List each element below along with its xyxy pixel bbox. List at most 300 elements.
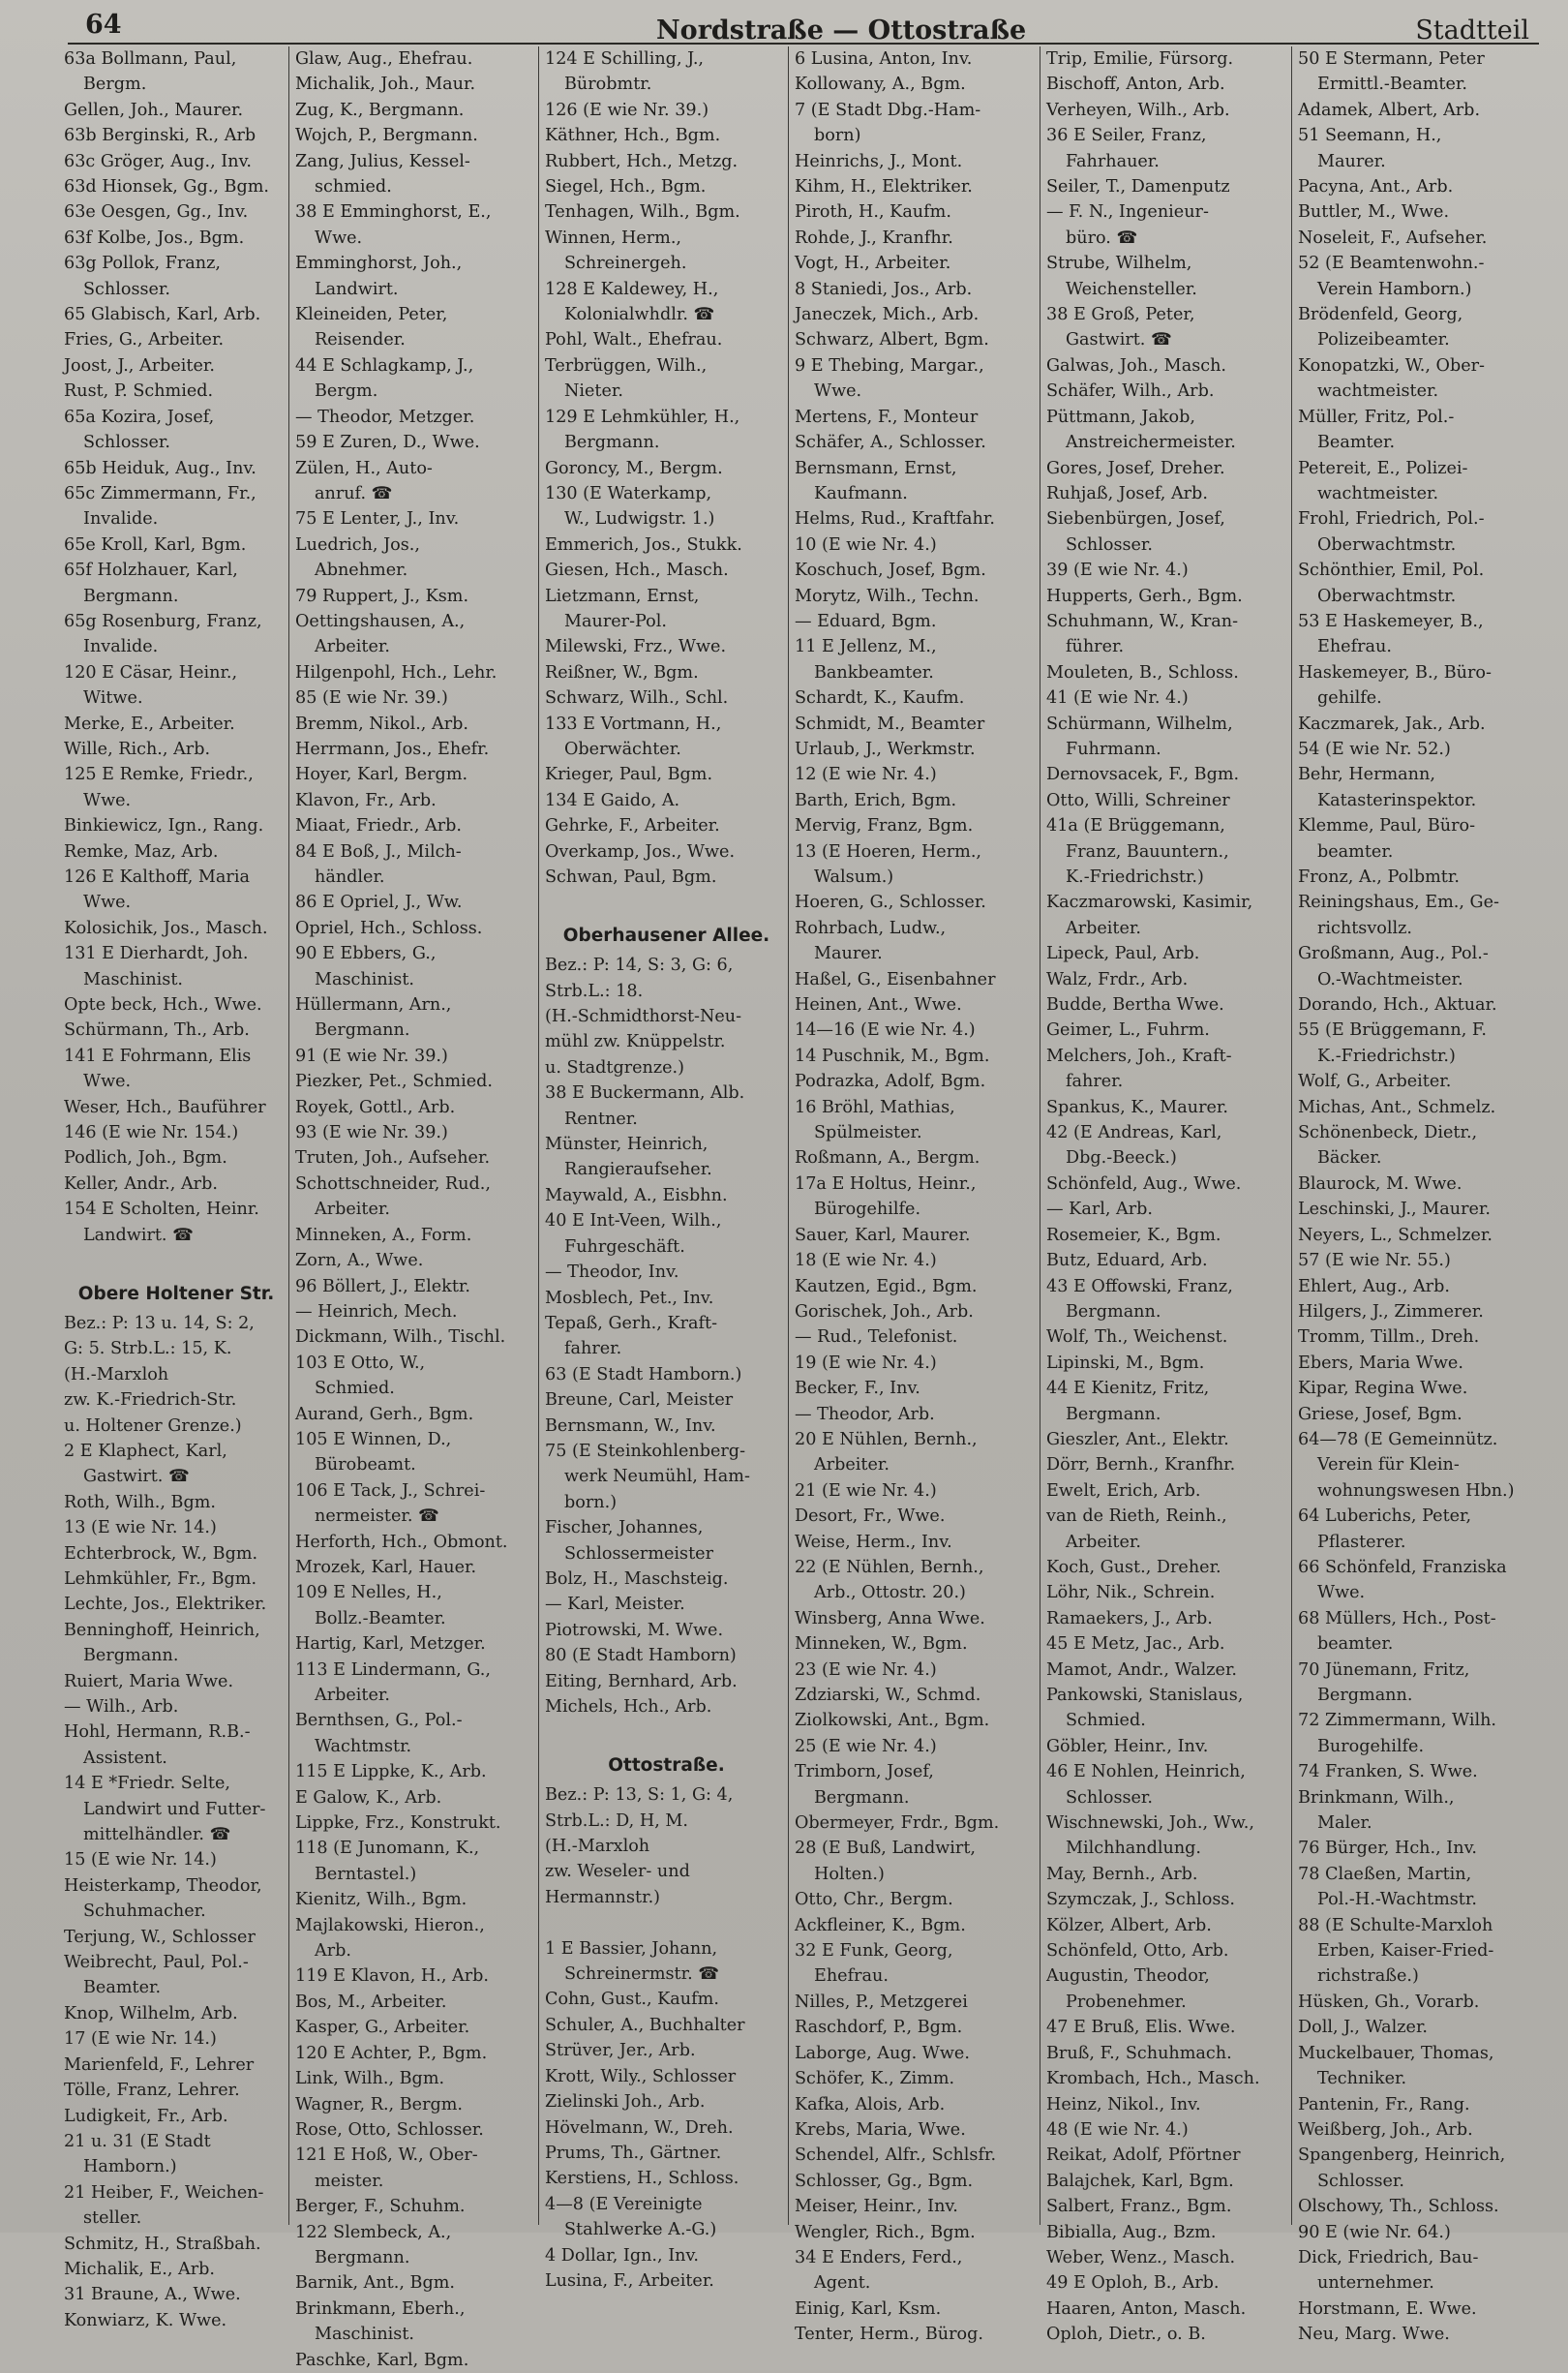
directory-entry: Herrmann, Jos., Ehefr.	[295, 739, 490, 759]
entry-continuation: Wwe.	[83, 893, 132, 913]
directory-entry: Raschdorf, P., Bgm.	[795, 2018, 963, 2038]
directory-entry: Schmidt, M., Beamter	[795, 714, 985, 734]
directory-entry: Neyers, L., Schmelzer.	[1298, 1225, 1493, 1245]
spacer	[545, 1719, 788, 1745]
spacer	[545, 1910, 788, 1935]
directory-entry: 25 (E wie Nr. 4.)	[795, 1736, 937, 1756]
directory-entry: Bez.: P: 13 u. 14, S: 2,	[64, 1313, 255, 1333]
entry-continuation: Bürobeamt.	[315, 1455, 416, 1476]
directory-entry: 19 (E wie Nr. 4.)	[795, 1353, 937, 1373]
directory-entry: Szymczak, J., Schloss.	[1046, 1890, 1235, 1910]
directory-entry: Mamot, Andr., Walzer.	[1046, 1659, 1238, 1680]
directory-entry: Dörr, Bernh., Kranfhr.	[1046, 1455, 1236, 1476]
directory-entry: Melchers, Joh., Kraft-	[1046, 1046, 1232, 1066]
directory-entry: Lechte, Jos., Elektriker.	[64, 1595, 267, 1615]
entry-continuation: Wwe.	[83, 1072, 132, 1092]
entry-continuation: beamter.	[1317, 841, 1394, 862]
directory-entry: Ewelt, Erich, Arb.	[1046, 1480, 1201, 1501]
directory-entry: Budde, Bertha Wwe.	[1046, 995, 1224, 1016]
directory-entry: Milewski, Frz., Wwe.	[545, 637, 727, 657]
directory-entry: Kipar, Regina Wwe.	[1298, 1379, 1468, 1399]
directory-entry: Trip, Emilie, Fürsorg.	[1046, 49, 1234, 69]
directory-entry: Konwiarz, K. Wwe.	[64, 2310, 227, 2330]
entry-continuation: Agent.	[814, 2273, 871, 2294]
directory-entry: 120 E Achter, P., Bgm.	[295, 2043, 488, 2063]
directory-entry: Hohl, Hermann, R.B.-	[64, 1722, 251, 1743]
entry-continuation: Techniker.	[1317, 2069, 1407, 2089]
directory-entry: Wolf, G., Arbeiter.	[1298, 1072, 1452, 1092]
directory-entry: Lusina, F., Arbeiter.	[545, 2270, 714, 2291]
directory-entry: 122 Slembeck, A.,	[295, 2222, 452, 2242]
entry-continuation: Landwirt und Futter-	[83, 1799, 266, 1819]
directory-entry: u. Holtener Grenze.)	[64, 1415, 242, 1436]
directory-entry: 125 E Remke, Friedr.,	[64, 765, 254, 785]
directory-entry: Butz, Eduard, Arb.	[1046, 1251, 1208, 1271]
page-header	[85, 4, 1537, 46]
directory-entry: 70 Jünemann, Fritz,	[1298, 1659, 1470, 1680]
directory-entry: Vogt, H., Arbeiter.	[795, 254, 951, 274]
directory-entry: Lipinski, M., Bgm.	[1046, 1353, 1205, 1373]
directory-entry: Ehlert, Aug., Arb.	[1298, 1276, 1450, 1296]
entry-continuation: Maurer-Pol.	[564, 611, 667, 631]
directory-entry: Heinen, Ant., Wwe.	[795, 995, 962, 1016]
directory-entry: Gieszler, Ant., Elektr.	[1046, 1429, 1229, 1449]
directory-entry: 7 (E Stadt Dbg.-Ham-	[795, 100, 981, 120]
directory-entry: Kerstiens, H., Schloss.	[545, 2169, 739, 2189]
directory-entry: Olschowy, Th., Schloss.	[1298, 2197, 1499, 2217]
directory-entry: 126 E Kalthoff, Maria	[64, 867, 250, 887]
directory-entry: Pankowski, Stanislaus,	[1046, 1686, 1244, 1705]
directory-entry: 28 (E Buß, Landwirt,	[795, 1839, 977, 1859]
entry-continuation: Walsum.)	[814, 867, 894, 887]
directory-entry: Frohl, Friedrich, Pol.-	[1298, 509, 1485, 530]
directory-entry: Hupperts, Gerh., Bgm.	[1046, 586, 1243, 606]
directory-entry: 141 E Fohrmann, Elis	[64, 1046, 252, 1066]
directory-entry: 32 E Funk, Georg,	[795, 1941, 953, 1962]
entry-continuation: Spülmeister.	[814, 1123, 922, 1143]
directory-entry: E Galow, K., Arb.	[295, 1787, 442, 1808]
directory-entry: Reiningshaus, Em., Ge-	[1298, 893, 1499, 913]
directory-entry: Haaren, Anton, Masch.	[1046, 2298, 1247, 2319]
directory-entry: 38 E Buckermann, Alb.	[545, 1083, 745, 1104]
directory-entry: 75 (E Steinkohlenberg-	[545, 1441, 746, 1461]
directory-entry: 79 Ruppert, J., Ksm.	[295, 586, 469, 606]
entry-continuation: fahrer.	[1066, 1072, 1124, 1092]
directory-entry: Wischnewski, Joh., Ww.,	[1046, 1813, 1254, 1834]
directory-entry: Salbert, Franz., Bgm.	[1046, 2197, 1232, 2217]
directory-entry: 115 E Lippke, K., Arb.	[295, 1762, 487, 1782]
directory-entry: Hilgenpohl, Hch., Lehr.	[295, 662, 498, 683]
entry-continuation: wohnungswesen Hbn.)	[1317, 1480, 1515, 1501]
directory-entry: Großmann, Aug., Pol.-	[1298, 944, 1489, 964]
directory-entry: Fries, G., Arbeiter.	[64, 330, 225, 350]
entry-continuation: Schmied.	[1066, 1711, 1146, 1731]
directory-entry: Klemme, Paul, Büro-	[1298, 816, 1476, 837]
directory-entry: Truten, Joh., Aufseher.	[295, 1148, 491, 1169]
directory-entry: Nilles, P., Metzgerei	[795, 1992, 968, 2012]
directory-entry: Becker, F., Inv.	[795, 1379, 920, 1399]
directory-entry: Janeczek, Mich., Arb.	[795, 305, 980, 325]
directory-entry: Sauer, Karl, Maurer.	[795, 1225, 971, 1245]
directory-entry: 53 E Haskemeyer, B.,	[1298, 611, 1484, 631]
entry-continuation: gehilfe.	[1317, 688, 1382, 709]
directory-entry: 63c Gröger, Aug., Inv.	[64, 151, 253, 171]
entry-continuation: Bollz.-Beamter.	[315, 1608, 446, 1628]
directory-entry: 126 (E wie Nr. 39.)	[545, 100, 709, 120]
directory-entry: Schönenbeck, Dietr.,	[1298, 1123, 1478, 1143]
entry-continuation: Bergmann.	[83, 586, 179, 606]
directory-entry: Siebenbürgen, Josef,	[1046, 509, 1225, 530]
directory-entry: 55 (E Brüggemann, F.	[1298, 1020, 1487, 1041]
directory-entry: Siegel, Hch., Bgm.	[545, 177, 707, 198]
directory-entry: 65b Heiduk, Aug., Inv.	[64, 458, 256, 478]
directory-entry: 36 E Seiler, Franz,	[1046, 126, 1207, 146]
entry-continuation: Bürobmtr.	[564, 75, 652, 95]
street-heading: Oberhausener Allee.	[562, 925, 770, 946]
column-2	[288, 46, 538, 2370]
directory-entry: Brödenfeld, Georg,	[1298, 305, 1463, 325]
entry-continuation: K.-Friedrichstr.)	[1066, 867, 1204, 887]
directory-entry: Giesen, Hch., Masch.	[545, 561, 729, 581]
entry-continuation: Fuhrgeschäft.	[564, 1236, 685, 1257]
directory-entry: — Theodor, Arb.	[795, 1404, 935, 1424]
directory-entry: mühl zw. Knüppelstr.	[545, 1032, 726, 1052]
directory-entry: Opte beck, Hch., Wwe.	[64, 995, 262, 1016]
directory-entry: 66 Schönfeld, Franziska	[1298, 1557, 1507, 1577]
directory-entry: Barth, Erich, Bgm.	[795, 790, 957, 810]
directory-entry: Koch, Gust., Dreher.	[1046, 1557, 1221, 1577]
directory-entry: 131 E Dierhardt, Joh.	[64, 944, 249, 964]
directory-entry: 39 (E wie Nr. 4.)	[1046, 561, 1189, 581]
entry-continuation: Dbg.-Beeck.)	[1066, 1148, 1177, 1169]
directory-entry: Bos, M., Arbeiter.	[295, 1992, 447, 2012]
directory-entry: Konopatzki, W., Ober-	[1298, 355, 1485, 376]
entry-continuation: Maurer.	[1317, 151, 1386, 171]
directory-entry: Krott, Wily., Schlosser	[545, 2066, 737, 2086]
entry-continuation: W., Ludwigstr. 1.)	[564, 509, 715, 530]
directory-entry: Spankus, K., Maurer.	[1046, 1097, 1228, 1117]
directory-entry: Piroth, H., Kaufm.	[795, 202, 951, 223]
entry-continuation: führer.	[1066, 637, 1125, 657]
entry-continuation: Bergmann.	[1066, 1301, 1161, 1322]
entry-continuation: Verein für Klein-	[1317, 1455, 1460, 1476]
directory-entry: Hilgers, J., Zimmerer.	[1298, 1301, 1484, 1322]
directory-entry: Schardt, K., Kaufm.	[795, 688, 965, 709]
directory-entry: (H.-Marxloh	[64, 1364, 169, 1384]
directory-entry: Cohn, Gust., Kaufm.	[545, 1990, 719, 2010]
entry-continuation: Bergmann.	[1317, 1686, 1413, 1705]
directory-entry: Gehrke, F., Arbeiter.	[545, 816, 720, 837]
entry-continuation: richtsvollz.	[1317, 918, 1412, 938]
directory-entry: G: 5. Strb.L.: 15, K.	[64, 1339, 232, 1359]
entry-continuation: Arbeiter.	[315, 1686, 390, 1705]
directory-entry: Noseleit, F., Aufseher.	[1298, 228, 1488, 248]
entry-continuation: Bergmann.	[315, 2247, 410, 2267]
directory-entry: Miaat, Friedr., Arb.	[295, 816, 463, 837]
directory-entry: Kollowany, A., Bgm.	[795, 75, 966, 95]
directory-entry: Kautzen, Egid., Bgm.	[795, 1276, 978, 1296]
directory-entry: 106 E Tack, J., Schrei-	[295, 1480, 486, 1501]
directory-entry: Pacyna, Ant., Arb.	[1298, 177, 1454, 198]
entry-continuation: Arbeiter.	[1066, 918, 1141, 938]
spacer	[545, 890, 788, 915]
directory-entry: Minneken, W., Bgm.	[795, 1634, 968, 1655]
entry-continuation: Verein Hamborn.)	[1317, 279, 1472, 299]
directory-entry: Rosemeier, K., Bgm.	[1046, 1225, 1221, 1245]
directory-entry: Wille, Rich., Arb.	[64, 739, 211, 759]
directory-entry: Weibrecht, Paul, Pol.-	[64, 1953, 249, 1973]
directory-entry: Kölzer, Albert, Arb.	[1046, 1915, 1212, 1935]
entry-continuation: Bankbeamter.	[814, 662, 934, 683]
directory-entry: Klavon, Fr., Arb.	[295, 790, 437, 810]
directory-entry: Opriel, Hch., Schloss.	[295, 918, 483, 938]
directory-entry: 59 E Zuren, D., Wwe.	[295, 433, 480, 453]
directory-entry: Michalik, Joh., Maur.	[295, 75, 476, 95]
directory-entry: Adamek, Albert, Arb.	[1298, 100, 1481, 120]
entry-continuation: Oberwächter.	[564, 739, 681, 759]
directory-entry: — Karl, Arb.	[1046, 1200, 1154, 1220]
entry-continuation: Schlosser.	[1066, 534, 1153, 555]
directory-entry: Terbrüggen, Wilh.,	[545, 355, 708, 376]
directory-entry: Kaczmarek, Jak., Arb.	[1298, 714, 1486, 734]
entry-continuation: Landwirt.	[315, 279, 399, 299]
directory-entry: — Rud., Telefonist.	[795, 1327, 958, 1348]
directory-entry: Kienitz, Wilh., Bgm.	[295, 1890, 467, 1910]
entry-continuation: Witwe.	[83, 688, 143, 709]
directory-entry: Glaw, Aug., Ehefrau.	[295, 49, 473, 69]
column-4	[788, 46, 1040, 2345]
directory-entry: Rust, P. Schmied.	[64, 381, 214, 402]
directory-entry: Keller, Andr., Arb.	[64, 1173, 218, 1194]
entry-continuation: Anstreichermeister.	[1066, 433, 1236, 453]
directory-entry: Göbler, Heinr., Inv.	[1046, 1736, 1209, 1756]
directory-entry: 63a Bollmann, Paul,	[64, 49, 237, 69]
directory-entry: 44 E Kienitz, Fritz,	[1046, 1379, 1210, 1399]
directory-entry: Winsberg, Anna Wwe.	[795, 1608, 985, 1628]
entry-continuation: Beamter.	[83, 1978, 162, 1998]
directory-entry: 2 E Klaphect, Karl,	[64, 1441, 227, 1461]
entry-continuation: born)	[814, 126, 861, 146]
directory-entry: 63d Hionsek, Gg., Bgm.	[64, 177, 269, 198]
directory-entry: Kleineiden, Peter,	[295, 305, 448, 325]
directory-entry: 20 E Nühlen, Bernh.,	[795, 1429, 978, 1449]
directory-entry: Hoyer, Karl, Bergm.	[295, 765, 468, 785]
entry-continuation: richstraße.)	[1317, 1966, 1419, 1987]
directory-entry: 14—16 (E wie Nr. 4.)	[795, 1020, 976, 1041]
directory-entry: Wolf, Th., Weichenst.	[1046, 1327, 1228, 1348]
entry-continuation: Arbeiter.	[315, 1200, 390, 1220]
entry-continuation: Probenehmer.	[1066, 1992, 1187, 2012]
directory-entry: Brinkmann, Eberh.,	[295, 2298, 466, 2319]
directory-entry: 6 Lusina, Anton, Inv.	[795, 49, 973, 69]
entry-continuation: Arbeiter.	[315, 637, 390, 657]
directory-entry: 23 (E wie Nr. 4.)	[795, 1659, 937, 1680]
directory-entry: Weißberg, Joh., Arb.	[1298, 2119, 1473, 2140]
directory-entry: 63 (E Stadt Hamborn.)	[545, 1364, 742, 1384]
directory-entry: Bruß, F., Schuhmach.	[1046, 2043, 1232, 2063]
district-label: Stadtteil	[1415, 15, 1529, 46]
directory-entry: 91 (E wie Nr. 39.)	[295, 1046, 448, 1066]
entry-continuation: Franz, Bauuntern.,	[1066, 841, 1229, 862]
directory-entry: Ebers, Maria Wwe.	[1298, 1353, 1463, 1373]
directory-entry: Schöfer, K., Zimm.	[795, 2069, 955, 2089]
entry-continuation: Bergmann.	[814, 1787, 910, 1808]
directory-entry: Oettingshausen, A.,	[295, 611, 466, 631]
directory-entry: 128 E Kaldewey, H.,	[545, 279, 719, 299]
directory-entry: Ackfleiner, K., Bgm.	[795, 1915, 966, 1935]
entry-continuation: meister.	[315, 2171, 384, 2191]
directory-entry: 43 E Offowski, Franz,	[1046, 1276, 1233, 1296]
directory-entry: — Theodor, Inv.	[545, 1263, 679, 1283]
directory-entry: Heinz, Nikol., Inv.	[1046, 2094, 1201, 2114]
entry-continuation: Invalide.	[83, 509, 159, 530]
directory-entry: Michels, Hch., Arb.	[545, 1697, 712, 1717]
directory-entry: Wojch, P., Bergmann.	[295, 126, 478, 146]
directory-entry: Terjung, W., Schlosser	[64, 1927, 256, 1947]
directory-entry: Goroncy, M., Bergm.	[545, 458, 723, 478]
directory-entry: Weser, Hch., Bauführer	[64, 1097, 266, 1117]
column-6	[1291, 46, 1549, 2345]
directory-entry: Kaczmarowski, Kasimir,	[1046, 893, 1253, 913]
column-5	[1040, 46, 1291, 2345]
entry-continuation: Maschinist.	[315, 2325, 414, 2345]
entry-continuation: K.-Friedrichstr.)	[1317, 1046, 1456, 1066]
entry-continuation: Katasterinspektor.	[1317, 790, 1477, 810]
street-heading: Obere Holtener Str.	[77, 1283, 275, 1304]
directory-entry: 10 (E wie Nr. 4.)	[795, 534, 937, 555]
directory-entry: Laborge, Aug. Wwe.	[795, 2043, 970, 2063]
directory-entry: Mouleten, B., Schloss.	[1046, 662, 1239, 683]
entry-continuation: Bergm.	[315, 381, 378, 402]
directory-entry: zw. Weseler- und	[545, 1862, 690, 1882]
directory-entry: 65c Zimmermann, Fr.,	[64, 483, 256, 503]
directory-entry: Mosblech, Pet., Inv.	[545, 1288, 714, 1308]
entry-continuation: steller.	[83, 2208, 142, 2229]
directory-entry: Krebs, Maria, Wwe.	[795, 2119, 966, 2140]
directory-entry: Seiler, T., Damenputz	[1046, 177, 1230, 198]
directory-entry: Spangenberg, Heinrich,	[1298, 2145, 1506, 2166]
directory-entry: Benninghoff, Heinrich,	[64, 1620, 260, 1640]
directory-entry: Meiser, Heinr., Inv.	[795, 2197, 958, 2217]
directory-entry: 103 E Otto, W.,	[295, 1353, 426, 1373]
directory-entry: Schlosser, Gg., Bgm.	[795, 2171, 974, 2191]
directory-entry: Desort, Fr., Wwe.	[795, 1506, 946, 1527]
directory-entry: — F. N., Ingenieur-	[1046, 202, 1209, 223]
directory-entry: (H.-Marxloh	[545, 1837, 650, 1857]
directory-entry: May, Bernh., Arb.	[1046, 1864, 1198, 1884]
directory-entry: 124 E Schilling, J.,	[545, 49, 705, 69]
directory-entry: 76 Bürger, Hch., Inv.	[1298, 1839, 1478, 1859]
directory-entry: 78 Claeßen, Martin,	[1298, 1864, 1472, 1884]
directory-entry: Hermannstr.)	[545, 1887, 661, 1907]
directory-entry: Bremm, Nikol., Arb.	[295, 714, 468, 734]
entry-continuation: Wachtmstr.	[315, 1736, 412, 1756]
directory-entry: 9 E Thebing, Margar.,	[795, 355, 984, 376]
directory-entry: 46 E Nohlen, Heinrich,	[1046, 1762, 1246, 1782]
directory-entry: Echterbrock, W., Bgm.	[64, 1543, 258, 1564]
directory-entry: 120 E Cäsar, Heinr.,	[64, 662, 238, 683]
directory-entry: 113 E Lindermann, G.,	[295, 1659, 491, 1680]
directory-entry: Remke, Maz, Arb.	[64, 841, 219, 862]
directory-entry: Balajchek, Karl, Bgm.	[1046, 2171, 1234, 2191]
entry-continuation: wachtmeister.	[1317, 483, 1439, 503]
directory-entry: Bez.: P: 14, S: 3, G: 6,	[545, 956, 734, 976]
entry-continuation: unternehmer.	[1317, 2273, 1434, 2294]
directory-entry: Tenter, Herm., Bürog.	[795, 2325, 983, 2345]
directory-entry: Püttmann, Jakob,	[1046, 407, 1195, 427]
directory-entry: 17a E Holtus, Heinr.,	[795, 1173, 977, 1194]
directory-entry: Herforth, Hch., Obmont.	[295, 1532, 508, 1552]
directory-entry: Reikat, Adolf, Pförtner	[1046, 2145, 1241, 2166]
directory-entry: Hartig, Karl, Metzger.	[295, 1634, 486, 1655]
entry-continuation: Rangieraufseher.	[564, 1160, 712, 1180]
entry-continuation: Weichensteller.	[1066, 279, 1197, 299]
directory-entry: Bibialla, Aug., Bzm.	[1046, 2222, 1217, 2242]
directory-entry: Mrozek, Karl, Hauer.	[295, 1557, 477, 1577]
directory-entry: Koschuch, Josef, Bgm.	[795, 561, 986, 581]
directory-entry: 44 E Schlagkamp, J.,	[295, 355, 474, 376]
directory-entry: 90 E Ebbers, G.,	[295, 944, 437, 964]
entry-continuation: Schuhmacher.	[83, 1901, 206, 1922]
directory-entry: 16 Bröhl, Mathias,	[795, 1097, 955, 1117]
directory-entry: 54 (E wie Nr. 52.)	[1298, 739, 1451, 759]
directory-entry: Strb.L.: 18.	[545, 981, 644, 1001]
directory-entry: Wengler, Rich., Bgm.	[795, 2222, 976, 2242]
entry-continuation: büro. ☎	[1066, 228, 1138, 248]
entry-continuation: Maschinist.	[315, 969, 414, 989]
directory-entry: 134 E Gaido, A.	[545, 790, 680, 810]
entry-continuation: Schlosser.	[83, 433, 170, 453]
entry-continuation: Schreinergeh.	[564, 254, 687, 274]
directory-entry: Prums, Th., Gärtner.	[545, 2143, 722, 2163]
header-rule	[68, 43, 1539, 45]
directory-entry: Reißner, W., Bgm.	[545, 662, 699, 683]
entry-continuation: Maschinist.	[83, 969, 183, 989]
directory-entry: Roth, Wilh., Bgm.	[64, 1492, 217, 1512]
directory-entry: Schönfeld, Otto, Arb.	[1046, 1941, 1229, 1962]
directory-entry: Griese, Josef, Bgm.	[1298, 1404, 1462, 1424]
directory-entry: Mervig, Franz, Bgm.	[795, 816, 974, 837]
directory-entry: 85 (E wie Nr. 39.)	[295, 688, 448, 709]
directory-entry: 84 E Boß, J., Milch-	[295, 841, 462, 862]
directory-entry: 118 (E Junomann, K.,	[295, 1839, 480, 1859]
directory-entry: 47 E Bruß, Elis. Wwe.	[1046, 2018, 1236, 2038]
directory-entry: 22 (E Nühlen, Bernh.,	[795, 1557, 984, 1577]
directory-entry: Münster, Heinrich,	[545, 1135, 709, 1155]
directory-entry: 130 (E Waterkamp,	[545, 483, 712, 503]
directory-entry: 1 E Bassier, Johann,	[545, 1938, 718, 1959]
directory-entry: Dernovsacek, F., Bgm.	[1046, 765, 1240, 785]
entry-continuation: Schreinermstr. ☎	[564, 1964, 720, 1985]
directory-entry: Breune, Carl, Meister	[545, 1390, 734, 1411]
directory-entry: Schuhmann, W., Kran-	[1046, 611, 1239, 631]
directory-entry: Fischer, Johannes,	[545, 1518, 704, 1538]
directory-entry: Michas, Ant., Schmelz.	[1298, 1097, 1496, 1117]
directory-entry: 133 E Vortmann, H.,	[545, 714, 722, 734]
directory-entry: 13 (E Hoeren, Herm.,	[795, 841, 981, 862]
directory-entry: Rose, Otto, Schlosser.	[295, 2119, 484, 2140]
directory-entry: Michalik, E., Arb.	[64, 2259, 216, 2279]
directory-entry: Hoeren, G., Schlosser.	[795, 893, 986, 913]
directory-entry: Haskemeyer, B., Büro-	[1298, 662, 1492, 683]
directory-entry: Otto, Willi, Schreiner	[1046, 790, 1230, 810]
directory-entry: Oploh, Dietr., o. B.	[1046, 2325, 1206, 2345]
entry-continuation: nermeister. ☎	[315, 1506, 439, 1527]
directory-entry: — Theodor, Metzger.	[295, 407, 475, 427]
directory-entry: Horstmann, E. Wwe.	[1298, 2298, 1477, 2319]
directory-entry: 75 E Lenter, J., Inv.	[295, 509, 460, 530]
directory-entry: Rohde, J., Kranfhr.	[795, 228, 953, 248]
